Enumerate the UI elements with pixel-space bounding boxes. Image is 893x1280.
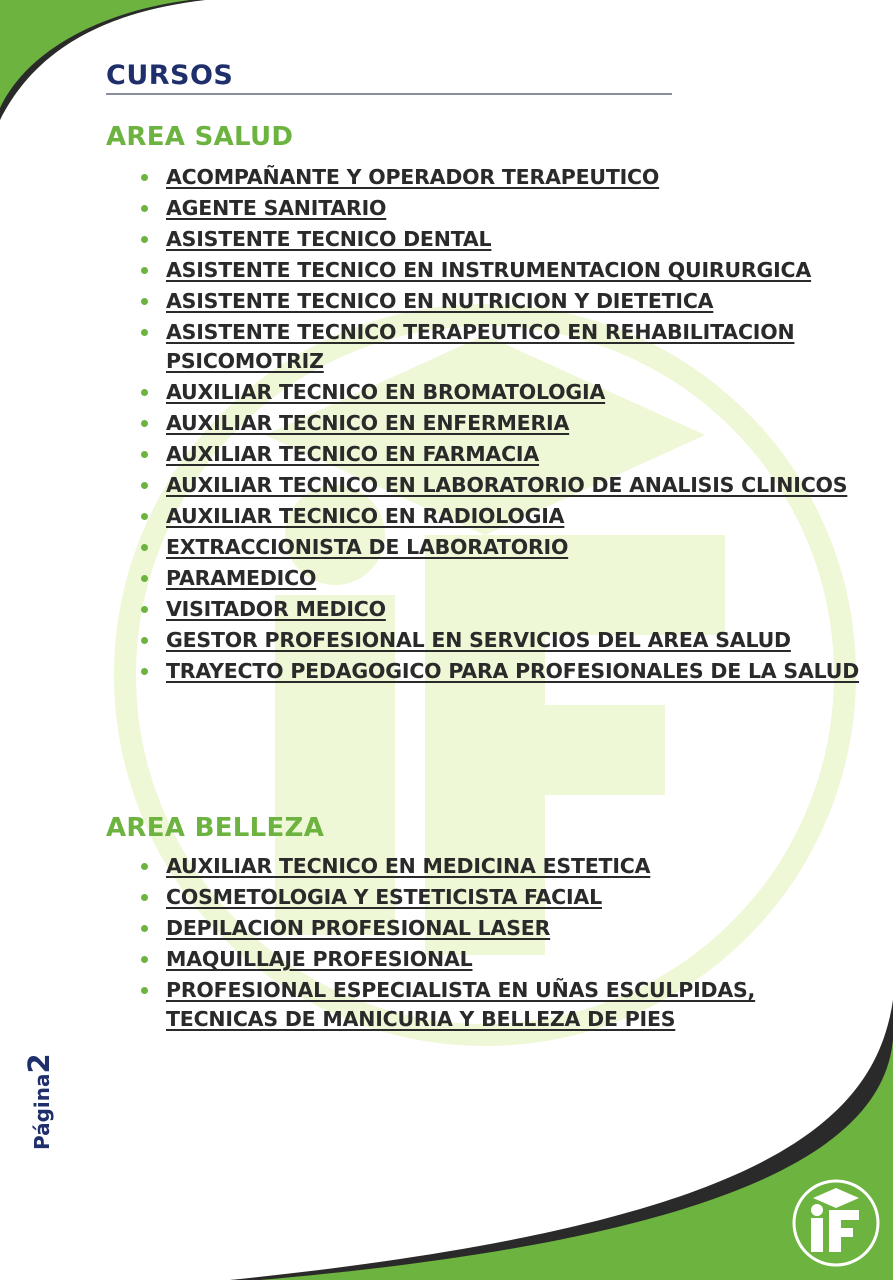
- section-heading-area-belleza: AREA BELLEZA: [106, 813, 325, 843]
- course-link[interactable]: AUXILIAR TECNICO EN ENFERMERIA: [166, 411, 570, 435]
- list-item[interactable]: [138, 626, 868, 655]
- bottom-right-corner-swoosh: [0, 1000, 893, 1280]
- list-item[interactable]: [138, 852, 868, 881]
- course-link[interactable]: AUXILIAR TECNICO EN BROMATOLOGIA: [166, 380, 606, 404]
- list-item[interactable]: [138, 595, 868, 624]
- course-list-area-salud: [138, 163, 868, 688]
- list-item[interactable]: [138, 163, 868, 192]
- list-item[interactable]: [138, 318, 868, 376]
- course-link[interactable]: AUXILIAR TECNICO EN FARMACIA: [166, 442, 540, 466]
- course-link[interactable]: AUXILIAR TECNICO EN LABORATORIO DE ANALISIS CLINICOS: [166, 473, 848, 497]
- course-link[interactable]: ASISTENTE TECNICO EN INSTRUMENTACION QUIRURGICA: [166, 258, 812, 282]
- brand-logo: [785, 1172, 887, 1274]
- list-item[interactable]: [138, 533, 868, 562]
- list-item[interactable]: [138, 883, 868, 912]
- list-item[interactable]: [138, 945, 868, 974]
- course-link[interactable]: DEPILACION PROFESIONAL LASER: [166, 916, 551, 940]
- course-link[interactable]: AUXILIAR TECNICO EN RADIOLOGIA: [166, 504, 565, 528]
- page-number-label: [22, 1053, 56, 1150]
- page-title: CURSOS: [106, 60, 672, 95]
- list-item[interactable]: [138, 657, 868, 686]
- course-link[interactable]: GESTOR PROFESIONAL EN SERVICIOS DEL AREA SALUD: [166, 628, 791, 652]
- course-link[interactable]: AUXILIAR TECNICO EN MEDICINA ESTETICA: [166, 854, 651, 878]
- course-link[interactable]: EXTRACCIONISTA DE LABORATORIO: [166, 535, 569, 559]
- course-link[interactable]: ASISTENTE TECNICO EN NUTRICION Y DIETETICA: [166, 289, 714, 313]
- list-item[interactable]: [138, 440, 868, 469]
- list-item[interactable]: [138, 194, 868, 223]
- course-link[interactable]: COSMETOLOGIA Y ESTETICISTA FACIAL: [166, 885, 602, 909]
- list-item[interactable]: [138, 256, 868, 285]
- list-item[interactable]: [138, 225, 868, 254]
- page-label-word: Página: [30, 1073, 54, 1150]
- course-link[interactable]: AGENTE SANITARIO: [166, 196, 387, 220]
- list-item[interactable]: [138, 976, 868, 1034]
- list-item[interactable]: [138, 914, 868, 943]
- page-number: 2: [22, 1053, 56, 1074]
- list-item[interactable]: [138, 502, 868, 531]
- course-link[interactable]: ASISTENTE TECNICO TERAPEUTICO EN REHABILITACION PSICOMOTRIZ: [166, 320, 795, 373]
- list-item[interactable]: [138, 378, 868, 407]
- course-link[interactable]: PROFESIONAL ESPECIALISTA EN UÑAS ESCULPIDAS, TECNICAS DE MANICURIA Y BELLEZA DE PIES: [166, 978, 756, 1031]
- course-link[interactable]: ACOMPAÑANTE Y OPERADOR TERAPEUTICO: [166, 165, 660, 189]
- course-link[interactable]: ASISTENTE TECNICO DENTAL: [166, 227, 492, 251]
- list-item[interactable]: [138, 471, 868, 500]
- list-item[interactable]: [138, 564, 868, 593]
- course-link[interactable]: TRAYECTO PEDAGOGICO PARA PROFESIONALES DE LA SALUD: [166, 659, 860, 683]
- course-list-area-belleza: [138, 852, 868, 1036]
- course-link[interactable]: MAQUILLAJE PROFESIONAL: [166, 947, 473, 971]
- course-link[interactable]: PARAMEDICO: [166, 566, 317, 590]
- list-item[interactable]: [138, 409, 868, 438]
- section-heading-area-salud: AREA SALUD: [106, 122, 294, 152]
- course-link[interactable]: VISITADOR MEDICO: [166, 597, 386, 621]
- list-item[interactable]: [138, 287, 868, 316]
